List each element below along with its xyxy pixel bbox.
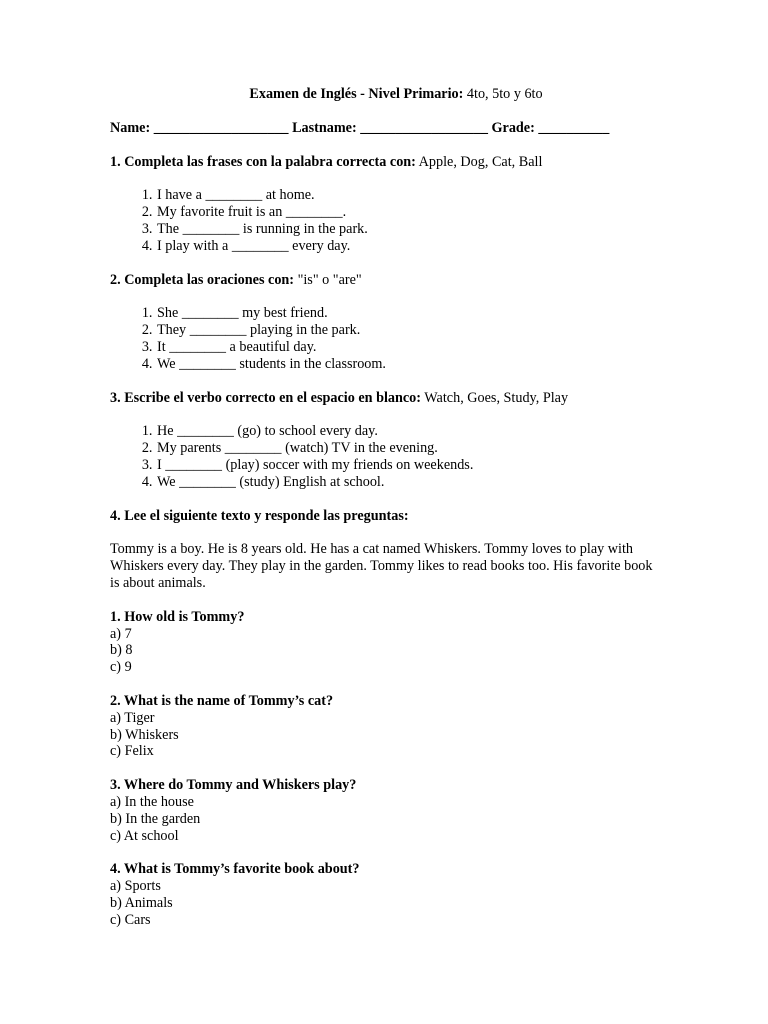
name-blank: ___________________ — [150, 119, 293, 136]
list-item: 4. We ________ students in the classroom. — [156, 356, 670, 373]
answer-option: a) Tiger — [110, 709, 155, 726]
answer-option: b) Animals — [110, 894, 173, 911]
section-1-title: 1. Completa las frases con la palabra correcta con: — [110, 153, 416, 170]
exam-title-bold: Examen de Inglés - Nivel Primario: — [249, 86, 464, 102]
section-2-list — [110, 305, 670, 372]
question-text: 1. How old is Tommy? — [110, 608, 245, 625]
grade-blank: __________ — [534, 119, 610, 136]
section-2-heading — [110, 272, 670, 289]
exam-title — [110, 86, 670, 103]
list-item: 4. I play with a ________ every day. — [156, 238, 670, 255]
exam-content — [110, 86, 670, 945]
student-info-row — [110, 120, 670, 137]
answer-option: b) 8 — [110, 642, 133, 659]
question-text: 4. What is Tommy’s favorite book about? — [110, 861, 360, 878]
question-1 — [110, 609, 670, 676]
section-3-heading — [110, 390, 670, 407]
answer-option: c) 9 — [110, 659, 132, 676]
list-item: 3. I ________ (play) soccer with my friends on weekends. — [156, 457, 670, 474]
name-label: Name: — [110, 119, 151, 136]
section-3-list — [110, 423, 670, 490]
list-item: 4. We ________ (study) English at school. — [156, 474, 670, 491]
section-3-words: Watch, Goes, Study, Play — [421, 389, 569, 406]
lastname-blank: __________________ — [356, 119, 492, 136]
question-text: 3. Where do Tommy and Whiskers play? — [110, 777, 357, 794]
answer-option: a) In the house — [110, 793, 194, 810]
grade-label: Grade: — [491, 119, 535, 136]
section-1-list — [110, 187, 670, 254]
section-1-words: Apple, Dog, Cat, Ball — [415, 153, 543, 170]
question-text: 2. What is the name of Tommy’s cat? — [110, 692, 334, 709]
answer-option: a) 7 — [110, 625, 132, 642]
list-item: 1. She ________ my best friend. — [156, 305, 670, 322]
answer-option: b) In the garden — [110, 810, 201, 827]
list-item: 1. I have a ________ at home. — [156, 187, 670, 204]
answer-option: b) Whiskers — [110, 726, 179, 743]
lastname-label: Lastname: — [292, 119, 357, 136]
list-item: 2. My favorite fruit is an ________. — [156, 204, 670, 221]
section-1-heading — [110, 154, 670, 171]
question-4 — [110, 861, 670, 928]
list-item: 3. It ________ a beautiful day. — [156, 339, 670, 356]
answer-option: c) Cars — [110, 911, 151, 928]
section-4-title: 4. Lee el siguiente texto y responde las preguntas: — [110, 507, 409, 524]
list-item: 2. They ________ playing in the park. — [156, 322, 670, 339]
question-2 — [110, 693, 670, 760]
exam-title-levels: 4to, 5to y 6to — [463, 86, 543, 102]
answer-option: c) Felix — [110, 743, 154, 760]
list-item: 2. My parents ________ (watch) TV in the evening. — [156, 440, 670, 457]
reading-passage: Tommy is a boy. He is 8 years old. He has a cat named Whiskers. Tommy loves to play with Whiskers every day. They play in the garden. Tommy likes to read books too. His favorite book is about animals. — [110, 541, 653, 591]
list-item: 3. The ________ is running in the park. — [156, 221, 670, 238]
question-3 — [110, 777, 670, 844]
list-item: 1. He ________ (go) to school every day. — [156, 423, 670, 440]
answer-option: a) Sports — [110, 878, 161, 895]
section-3-title: 3. Escribe el verbo correcto en el espacio en blanco: — [110, 389, 422, 406]
section-2-title: 2. Completa las oraciones con: — [110, 271, 295, 288]
answer-option: c) At school — [110, 827, 179, 844]
section-2-words: "is" o "are" — [294, 271, 362, 288]
